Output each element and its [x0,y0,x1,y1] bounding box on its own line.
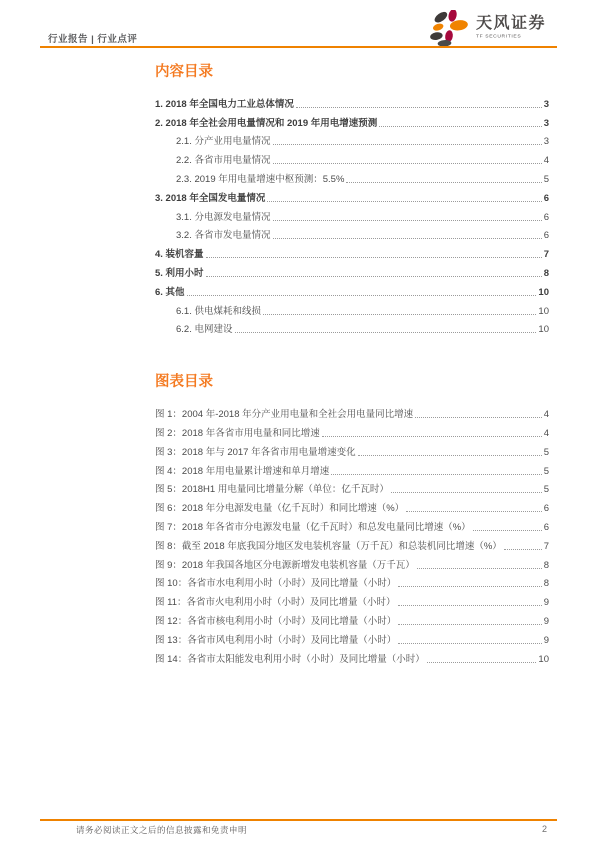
footer-rule [40,819,557,821]
entry-label: 3. 2018 年全国发电量情况 [155,192,266,204]
dot-leader [398,624,541,625]
dot-leader [391,492,542,493]
figure-entry[interactable] [155,553,549,572]
dot-leader [331,474,542,475]
page-number: 3 [543,117,549,129]
toc-entry[interactable] [155,242,549,261]
figure-entry[interactable] [155,534,549,553]
toc-entry[interactable] [155,92,549,111]
dot-leader [296,107,542,108]
dot-leader [398,605,542,606]
figure-entry[interactable] [155,440,549,459]
dot-leader [206,276,542,277]
header-rule [40,46,557,48]
brand-name-cn: 天风证券 [475,14,546,32]
page-number: 6 [543,192,549,204]
page-number: 9 [543,634,549,646]
figure-entry[interactable] [155,402,549,421]
toc-list [155,92,549,336]
entry-label: 2.1. 分产业用电量情况 [176,136,271,148]
entry-label: 5. 利用小时 [155,267,204,279]
toc-entry[interactable] [155,261,549,280]
entry-label: 4. 装机容量 [155,249,204,261]
dot-leader [398,586,541,587]
report-type-label: 行业报告 | 行业点评 [48,34,138,45]
footer-page-number: 2 [541,824,547,834]
page-number: 5 [543,173,549,185]
dot-leader [273,163,542,164]
dot-leader [206,257,542,258]
entry-label: 图 9：2018 年我国各地区分电源新增发电装机容量（万千瓦） [155,559,415,571]
entry-label: 3.1. 分电源发电量情况 [176,211,271,223]
entry-label: 图 2：2018 年各省市用电量和同比增速 [155,427,320,439]
toc-entry[interactable] [155,299,549,318]
entry-label: 2.2. 各省市用电量情况 [176,155,271,167]
footer-bar [40,824,557,836]
dot-leader [504,549,542,550]
page-number: 8 [543,578,549,590]
dot-leader [273,144,542,145]
dot-leader [473,530,542,531]
dot-leader [322,436,542,437]
toc-entry[interactable] [155,111,549,130]
dot-leader [427,662,537,663]
page-number: 5 [543,465,549,477]
toc-entry[interactable] [155,224,549,243]
page-number: 6 [543,230,549,242]
figure-entry[interactable] [155,515,549,534]
page-number: 9 [543,597,549,609]
toc-entry[interactable] [155,130,549,149]
entry-label: 3.2. 各省市发电量情况 [176,230,271,242]
page-number: 5 [543,484,549,496]
page-number: 7 [543,540,549,552]
dot-leader [273,238,542,239]
figure-entry[interactable] [155,459,549,478]
figure-entry[interactable] [155,590,549,609]
page-number: 10 [538,653,549,665]
page-number: 9 [543,615,549,627]
figure-entry[interactable] [155,421,549,440]
entry-label: 图 3：2018 年与 2017 年各省市用电量增速变化 [155,446,356,458]
page-number: 8 [543,559,549,571]
toc-title: 内容目录 [155,64,213,80]
page-number: 10 [538,305,549,317]
figure-entry[interactable] [155,478,549,497]
page-number: 4 [543,427,549,439]
entry-label: 6.1. 供电煤耗和线损 [176,305,261,317]
tf-flower-icon [427,10,471,46]
entry-label: 图 8：截至 2018 年底我国分地区发电装机容量（万千瓦）和总装机同比增速（%） [155,540,502,552]
entry-label: 图 11：各省市火电利用小时（小时）及同比增量（小时） [155,597,396,609]
page-number: 6 [543,521,549,533]
entry-label: 6. 其他 [155,286,185,298]
dot-leader [263,314,536,315]
tf-securities-logo [427,10,549,46]
entry-label: 图 10：各省市水电利用小时（小时）及同比增量（小时） [155,578,397,590]
toc-entry[interactable] [155,280,549,299]
figures-list [155,402,549,665]
page-number: 4 [543,155,549,167]
entry-label: 图 13：各省市风电利用小时（小时）及同比增量（小时） [155,634,397,646]
toc-entry[interactable] [155,148,549,167]
entry-label: 1. 2018 年全国电力工业总体情况 [155,98,294,110]
dot-leader [235,332,537,333]
entry-label: 图 6：2018 年分电源发电量（亿千瓦时）和同比增速（%） [155,503,405,515]
dot-leader [273,220,542,221]
page-number: 10 [538,324,549,336]
entry-label: 2. 2018 年全社会用电量情况和 2019 年用电增速预测 [155,117,378,129]
dot-leader [406,511,542,512]
footer-disclaimer: 请务必阅读正文之后的信息披露和免责申明 [76,825,248,835]
toc-entry[interactable] [155,186,549,205]
figure-entry[interactable] [155,496,549,515]
toc-entry[interactable] [155,318,549,337]
page-number: 6 [543,503,549,515]
toc-entry[interactable] [155,167,549,186]
page-number: 8 [543,267,549,279]
content-column [155,62,549,666]
figure-entry[interactable] [155,647,549,666]
figures-title: 图表目录 [155,374,213,391]
entry-label: 6.2. 电网建设 [176,324,233,336]
dot-leader [379,126,541,127]
page-number: 10 [538,286,549,298]
dot-leader [187,295,537,296]
entry-label: 图 4：2018 年用电量累计增速和单月增速 [155,465,330,477]
entry-label: 图 12：各省市核电利用小时（小时）及同比增量（小时） [155,615,397,627]
page-number: 3 [543,136,549,148]
page-number: 6 [543,211,549,223]
page-number: 5 [543,446,549,458]
page-number: 3 [543,98,549,110]
entry-label: 图 1：2004 年-2018 年分产业用电量和全社会用电量同比增速 [155,409,414,421]
page-number: 4 [543,409,549,421]
entry-label: 图 7：2018 年各省市分电源发电量（亿千瓦时）和总发电量同比增速（%） [155,521,471,533]
dot-leader [398,643,541,644]
dot-leader [415,417,542,418]
entry-label: 图 14：各省市太阳能发电利用小时（小时）及同比增量（小时） [155,653,425,665]
page-number: 7 [543,249,549,261]
brand-name-en: TF SECURITIES [475,32,522,39]
dot-leader [267,201,541,202]
figure-entry[interactable] [155,628,549,647]
entry-label: 2.3. 2019 年用电量增速中枢预测：5.5% [176,173,345,185]
figure-entry[interactable] [155,572,549,591]
dot-leader [346,182,541,183]
toc-entry[interactable] [155,205,549,224]
figure-entry[interactable] [155,609,549,628]
dot-leader [358,455,542,456]
entry-label: 图 5：2018H1 用电量同比增量分解（单位：亿千瓦时） [155,484,389,496]
dot-leader [417,568,542,569]
